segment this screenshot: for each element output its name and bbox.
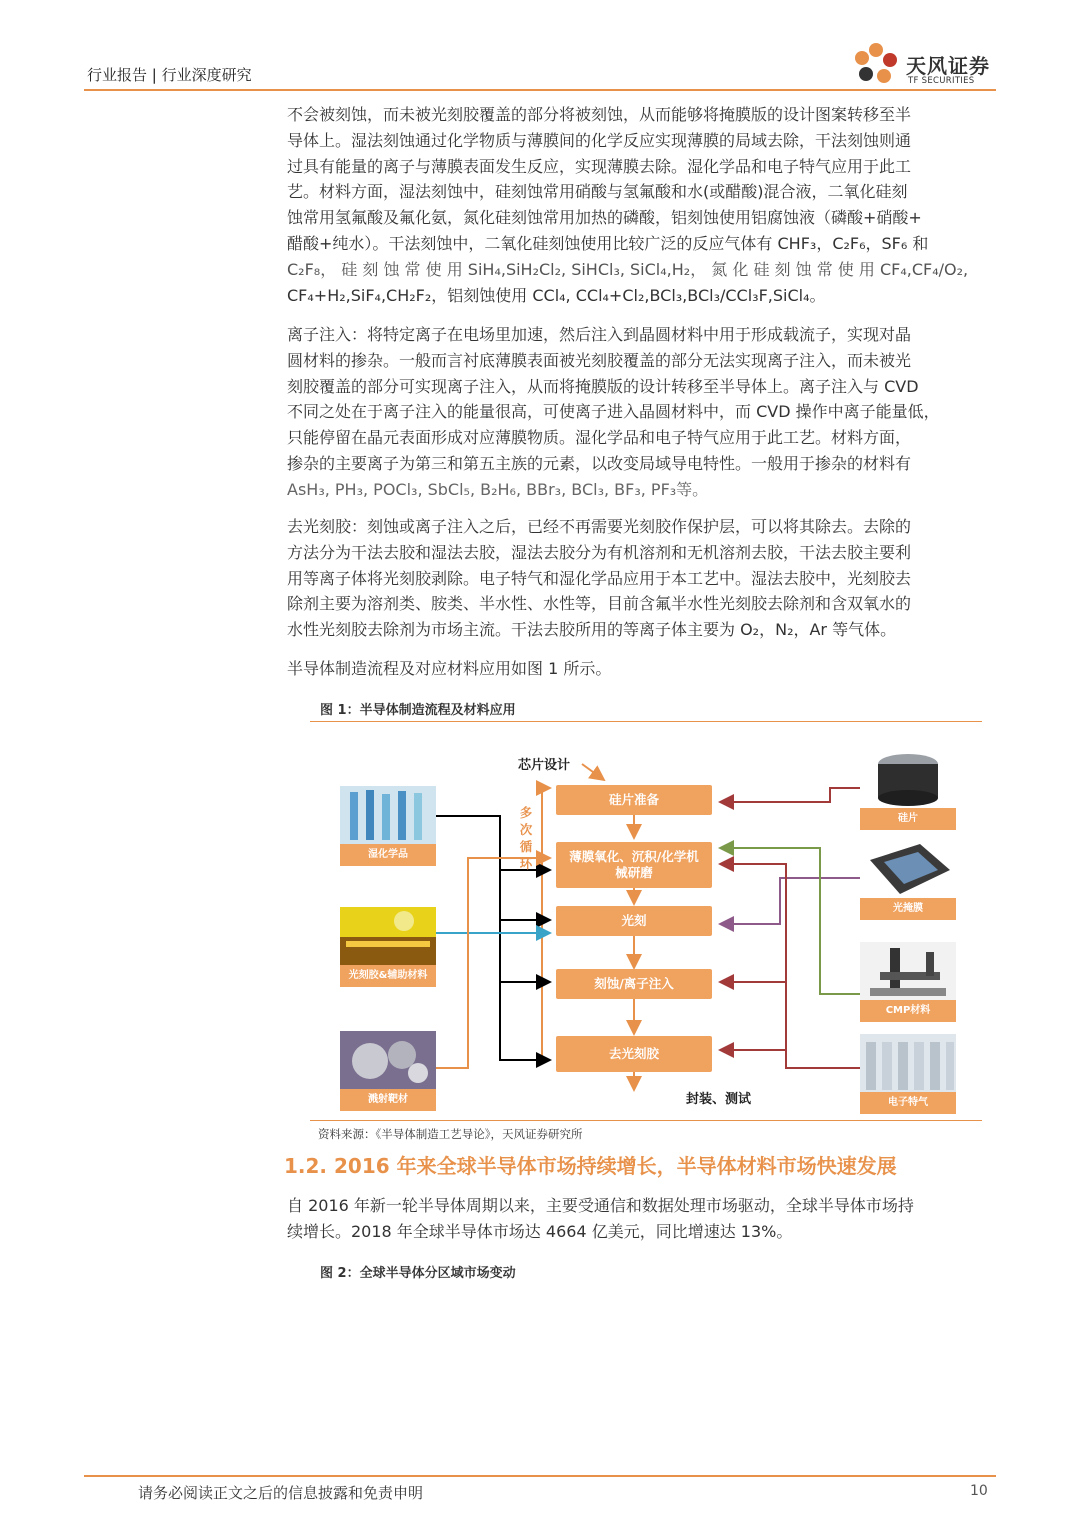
text-line: 去光刻胶：刻蚀或离子注入之后，已经不再需要光刻胶作保护层，可以将其除去。去除的	[287, 517, 912, 536]
material-label: 光掩膜	[860, 898, 956, 920]
text-line: 过具有能量的离子与薄膜表面发生反应，实现薄膜去除。湿化学品和电子特气应用于此工	[287, 156, 912, 176]
text-line: 方法分为干法去胶和湿法去胶，湿法去胶分为有机溶剂和无机溶剂去胶，干法去胶主要利	[287, 542, 912, 562]
cycle-label: 多次循环	[519, 805, 533, 871]
text-line: 醋酸+纯水）。干法刻蚀中，二氧化硅刻蚀使用比较广泛的反应气体有 CHF₃，C₂F₆，SF₆ 和	[287, 233, 929, 253]
paragraph-market	[287, 1193, 994, 1245]
material-label: 电子特气	[860, 1092, 956, 1114]
logo-flower-icon	[848, 38, 904, 90]
material-label: 硅片	[860, 808, 956, 830]
gas-cylinders-icon	[860, 1034, 956, 1092]
photoresist-lab-icon	[340, 907, 436, 965]
text-line: 蚀常用氢氟酸及氟化氨，氮化硅刻蚀常用加热的磷酸，铝刻蚀使用铝腐蚀液（磷酸+硝酸+	[287, 208, 922, 228]
material-wet-chemicals	[340, 786, 436, 866]
figure1-rule	[310, 721, 982, 722]
text-line: 艺。材料方面，湿法刻蚀中，硅刻蚀常用硝酸与氢氟酸和水(或醋酸)混合液，二氧化硅刻	[287, 182, 908, 202]
figure1-caption: 图 1：半导体制造流程及材料应用	[320, 703, 516, 718]
material-cmp	[860, 942, 956, 1022]
material-photoresist	[340, 907, 436, 987]
text-line: C₂F₈， 硅 刻 蚀 常 使 用 SiH₄,SiH₂Cl₂, SiHCl₃, SiCl₄,H₂， 氮 化 硅 刻 蚀 常 使 用 CF₄,CF₄/O₂,	[287, 259, 969, 279]
step-photoresist-strip: 去光刻胶	[556, 1036, 712, 1072]
material-specialty-gas	[860, 1034, 956, 1114]
sputter-target-icon	[340, 1031, 436, 1089]
text-line: 离子注入：将特定离子在电场里加速，然后注入到晶圆材料中用于形成载流子，实现对晶	[287, 325, 912, 344]
process-diagram	[310, 728, 982, 1120]
footer-rule	[84, 1475, 996, 1477]
figure2-caption: 图 2：全球半导体分区域市场变动	[320, 1266, 516, 1281]
section-title: 1.2. 2016 年来全球半导体市场持续增长，半导体材料市场快速发展	[284, 1154, 897, 1178]
chip-design-label: 芯片设计	[518, 758, 571, 773]
header-breadcrumb: 行业报告 | 行业深度研究	[87, 66, 252, 84]
figure1-source: 资料来源：《半导体制造工艺导论》，天风证券研究所	[318, 1127, 583, 1141]
text-line: 除剂主要为溶剂类、胺类、半水性、水性等，目前含氟半水性光刻胶去除剂和含双氧水的	[287, 594, 912, 614]
cmp-machine-icon	[860, 942, 956, 1000]
page-number: 10	[970, 1483, 988, 1499]
material-label: CMP材料	[860, 1000, 956, 1022]
text-line: AsH₃, PH₃, POCl₃, SbCl₅, B₂H₆, BBr₃, BCl₃, BF₃, PF₃等。	[287, 479, 709, 499]
material-wafer	[860, 750, 956, 830]
test-tubes-icon	[340, 786, 436, 844]
step-etch-implant: 刻蚀/离子注入	[556, 969, 712, 999]
text-line: 圆材料的掺杂。一般而言衬底薄膜表面被光刻胶覆盖的部分无法实现离子注入，而未被光	[287, 350, 912, 370]
material-label: 溅射靶材	[340, 1089, 436, 1111]
text-line: 导体上。湿法刻蚀通过化学物质与薄膜间的化学反应实现薄膜的局域去除，干法刻蚀则通	[287, 130, 912, 150]
text-line: 刻胶覆盖的部分可实现离子注入，从而将掩膜版的设计转移至半导体上。离子注入与 CVD	[287, 376, 919, 396]
text-line: 用等离子体将光刻胶剥除。电子特气和湿化学品应用于本工艺中。湿法去胶中，光刻胶去	[287, 568, 912, 588]
step-lithography: 光刻	[556, 906, 712, 936]
material-photomask	[860, 840, 956, 920]
text-line: 不同之处在于离子注入的能量很高，可使离子进入晶圆材料中，而 CVD 操作中离子能量低，	[287, 402, 940, 422]
logo-name-en: TF SECURITIES	[908, 76, 975, 86]
text-line: CF₄+H₂,SiF₄,CH₂F₂，铝刻蚀使用 CCl₄, CCl₄+Cl₂,BCl₃,BCl₃/CCl₃F,SiCl₄。	[287, 285, 826, 305]
header-rule	[84, 89, 996, 91]
paragraph-figure-ref: 半导体制造流程及对应材料应用如图 1 所示。	[287, 659, 612, 678]
step-wafer-prep: 硅片准备	[556, 785, 712, 815]
wafer-icon	[860, 750, 956, 808]
logo-name-cn: 天风证券	[906, 54, 990, 78]
step-film-deposition: 薄膜氧化、沉积/化学机械研磨	[556, 842, 712, 888]
text-line: 只能停留在晶元表面形成对应薄膜物质。湿化学品和电子特气应用于此工艺。材料方面，	[287, 428, 912, 448]
text-line: 掺杂的主要离子为第三和第五主族的元素，以改变局域导电特性。一般用于掺杂的材料有	[287, 453, 912, 473]
text-line: 不会被刻蚀，而未被光刻胶覆盖的部分将被刻蚀，从而能够将掩膜版的设计图案转移至半	[287, 105, 912, 124]
paragraph-etching	[287, 102, 994, 308]
paragraph-strip	[287, 514, 994, 643]
material-sputter-target	[340, 1031, 436, 1111]
company-logo	[848, 38, 1008, 90]
paragraph-ion-implant	[287, 322, 994, 503]
package-test-label: 封装、测试	[686, 1092, 752, 1107]
figure1-bottom-rule	[310, 1120, 982, 1121]
material-label: 光刻胶&辅助材料	[340, 965, 436, 987]
material-label: 湿化学品	[340, 844, 436, 866]
photomask-icon	[860, 840, 956, 898]
text-line: 自 2016 年新一轮半导体周期以来，主要受通信和数据处理市场驱动，全球半导体市场持	[287, 1196, 914, 1215]
text-line: 水性光刻胶去除剂为市场主流。干法去胶所用的等离子体主要为 O₂，N₂，Ar 等气体。	[287, 620, 897, 640]
text-line: 续增长。2018 年全球半导体市场达 4664 亿美元，同比增速达 13%。	[287, 1221, 793, 1241]
footer-disclaimer: 请务必阅读正文之后的信息披露和免责申明	[138, 1484, 424, 1502]
